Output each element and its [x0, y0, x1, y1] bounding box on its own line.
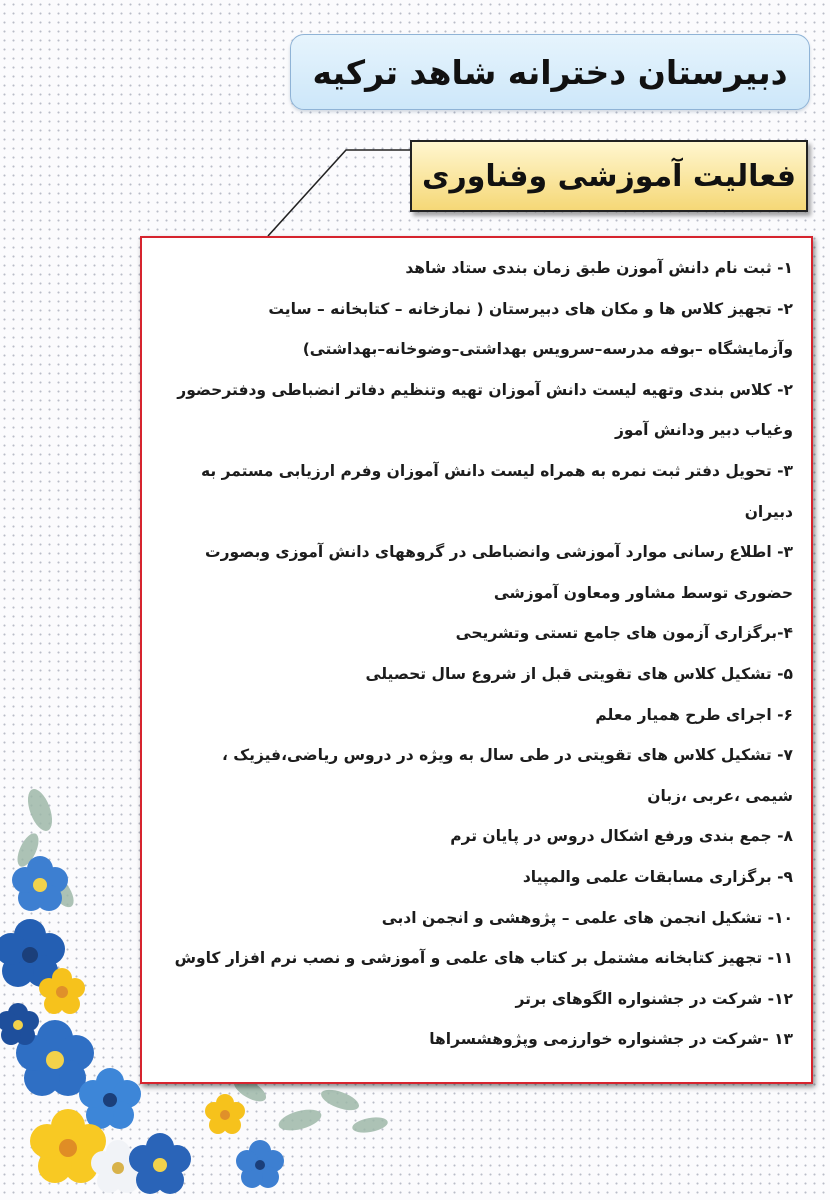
- activity-line: وآزمایشگاه –بوفه مدرسه–سرویس بهداشتی–وضوخانه–بهداشتی): [302, 340, 793, 359]
- activity-line: دبیران: [744, 502, 793, 521]
- blue-flower-4: [79, 1068, 141, 1129]
- activity-line: ۳- تحویل دفتر ثبت نمره به همراه لیست دانش آموزان وفرم ارزیابی مستمر به: [201, 461, 793, 480]
- activity-line: شیمی ،عربی ،زبان: [647, 786, 793, 805]
- school-title: دبیرستان دخترانه شاهد ترکیه: [312, 52, 788, 92]
- activity-line: ۳- اطلاع رسانی موارد آموزشی وانضباطی در گروههای دانش آموزی وبصورت: [205, 543, 793, 562]
- activity-line: ۲- تجهیز کلاس ها و مکان های دبیرستان ( نمازخانه – کتابخانه – سایت: [268, 299, 793, 318]
- blue-flower-7: [0, 1003, 39, 1045]
- activity-line: ۹- برگزاری مسابقات علمی والمپیاد: [522, 867, 793, 886]
- activity-line: ۸- جمع بندی ورفع اشکال دروس در پایان ترم: [450, 827, 793, 846]
- title-banner: [290, 34, 810, 110]
- activity-line: ۱۱- تجهیز کتابخانه مشتمل بر کتاب های علمی و آموزشی و نصب نرم افزار کاوش: [174, 949, 793, 968]
- activity-line: وغیاب دبیر ودانش آموز: [614, 421, 793, 440]
- activity-line: ۱۳ -شرکت در جشنواره خوارزمی وپژوهشسراها: [429, 1030, 793, 1049]
- activity-line: ۱۰- تشکیل انجمن های علمی – پژوهشی و انجمن ادبی: [381, 908, 793, 927]
- yellow-flower-3: [205, 1094, 245, 1134]
- section-subtitle: فعالیت آموزشی وفناوری: [421, 158, 796, 194]
- activity-line: ۵- تشکیل کلاس های تقویتی قبل از شروع سال تحصیلی: [365, 664, 793, 683]
- activities-panel: [140, 236, 813, 1084]
- activity-line: ۲- کلاس بندی وتهیه لیست دانش آموزان تهیه وتنظیم دفاتر انضباطی ودفترحضور: [177, 380, 793, 399]
- blue-flower-6: [236, 1140, 284, 1188]
- activity-line: ۱۲- شرکت در جشنواره الگوهای برتر: [515, 989, 793, 1008]
- activity-line: ۱- ثبت نام دانش آموزن طبق زمان بندی ستاد شاهد: [405, 259, 793, 277]
- activity-line: ۷- تشکیل کلاس های تقویتی در طی سال به ویژه در دروس ریاضی،فیزیک ،: [221, 746, 793, 765]
- activities-list: [156, 248, 793, 1060]
- activity-line: ۶- اجرای طرح همیار معلم: [595, 705, 793, 724]
- subtitle-banner: [410, 140, 808, 212]
- activity-line: ۴-برگزاری آزمون های جامع تستی وتشریحی: [455, 624, 793, 643]
- blue-flower-5: [129, 1133, 191, 1194]
- activity-line: حضوری توسط مشاور ومعاون آموزشی: [493, 583, 793, 602]
